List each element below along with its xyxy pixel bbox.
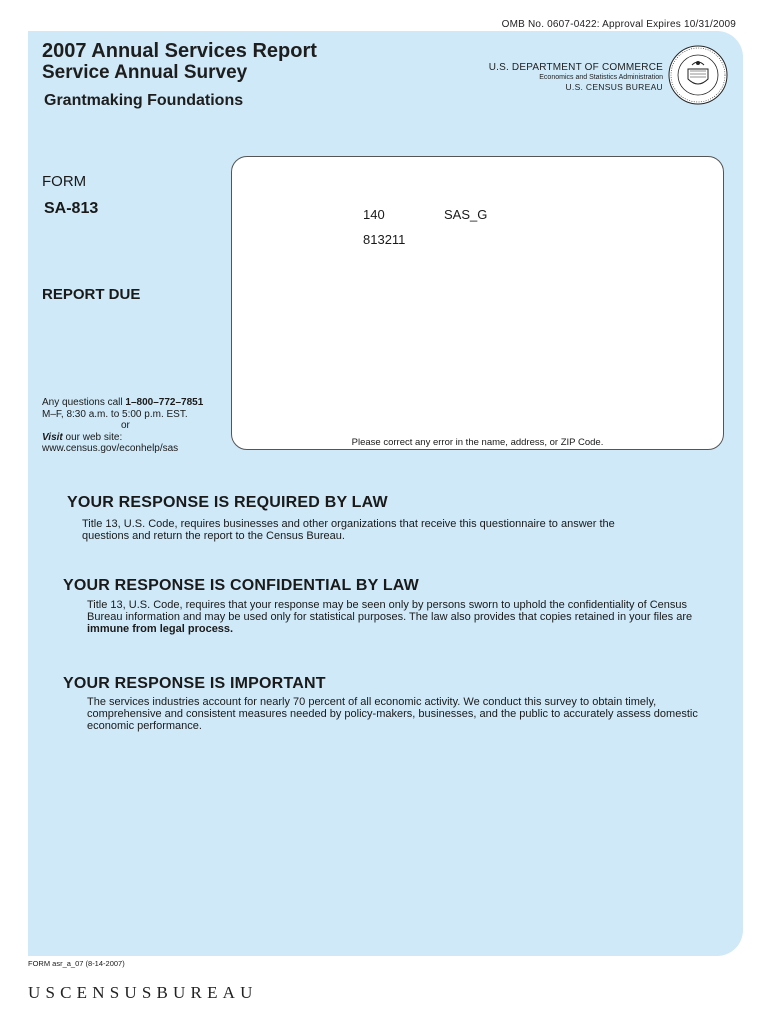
address-correction-note: Please correct any error in the name, address, or ZIP Code. [351,437,604,448]
administration-name: Economics and Statistics Administration [539,74,663,81]
section-text-line: immune from legal process. [87,623,234,635]
section-text-line: economic performance. [87,720,202,732]
section-text-line: Title 13, U.S. Code, requires businesses and other organizations that receive this questionnaire to answer the [82,518,615,530]
census-bureau-wordmark: USCENSUSBUREAU [28,983,258,1002]
commerce-seal-icon [668,45,728,105]
section-text-line: The services industries account for nearly 70 percent of all economic activity. We conduct this survey to obtain timely, [87,696,657,708]
help-phone-number: 1–800–772–7851 [125,397,204,408]
survey-subtitle: Grantmaking Foundations [44,92,244,109]
department-name: U.S. DEPARTMENT OF COMMERCE [488,62,663,73]
visit-label: Visit [42,431,63,443]
department-block [489,62,663,92]
report-title: 2007 Annual Services Report [42,40,317,62]
section-heading: YOUR RESPONSE IS REQUIRED BY LAW [67,494,388,511]
report-due-label: REPORT DUE [42,286,141,303]
form-label: FORM [42,173,87,190]
visit-line [42,432,232,444]
mailing-label-box [231,156,724,450]
form-number: SA-813 [44,200,99,217]
form-revision-code: FORM asr_a_07 (8-14-2007) [28,959,125,968]
section-text-line: comprehensive and consistent measures needed by policy-makers, businesses, and the public to accurately assess domestic [87,708,698,720]
or-separator: or [121,420,130,431]
questions-line [42,397,232,409]
section-text-line: questions and return the report to the Census Bureau. [82,530,345,542]
survey-title: Service Annual Survey [42,62,248,83]
mailing-code-140: 140 [363,207,385,222]
visit-rest: our web site: [62,431,123,443]
bureau-name: U.S. CENSUS BUREAU [565,82,663,92]
section-text-line: Title 13, U.S. Code, requires that your response may be seen only by persons sworn to uphold the confidentiality of Census [87,599,688,611]
section-text-line: Bureau information and may be used only for statistical purposes. The law also provides that copies retained in your files are [87,611,693,623]
contact-info [42,397,232,455]
section-heading: YOUR RESPONSE IS IMPORTANT [63,675,326,692]
mailing-code-sas: SAS_G [444,207,488,222]
website-url: www.census.gov/econhelp/sas [42,443,179,454]
omb-approval-notice: OMB No. 0607-0422: Approval Expires 10/31/2009 [501,19,736,30]
section-heading: YOUR RESPONSE IS CONFIDENTIAL BY LAW [63,577,419,594]
questions-prefix: Any questions call [42,397,126,408]
hours-line: M–F, 8:30 a.m. to 5:00 p.m. EST. [42,408,188,420]
mailing-code-naics: 813211 [363,232,406,247]
